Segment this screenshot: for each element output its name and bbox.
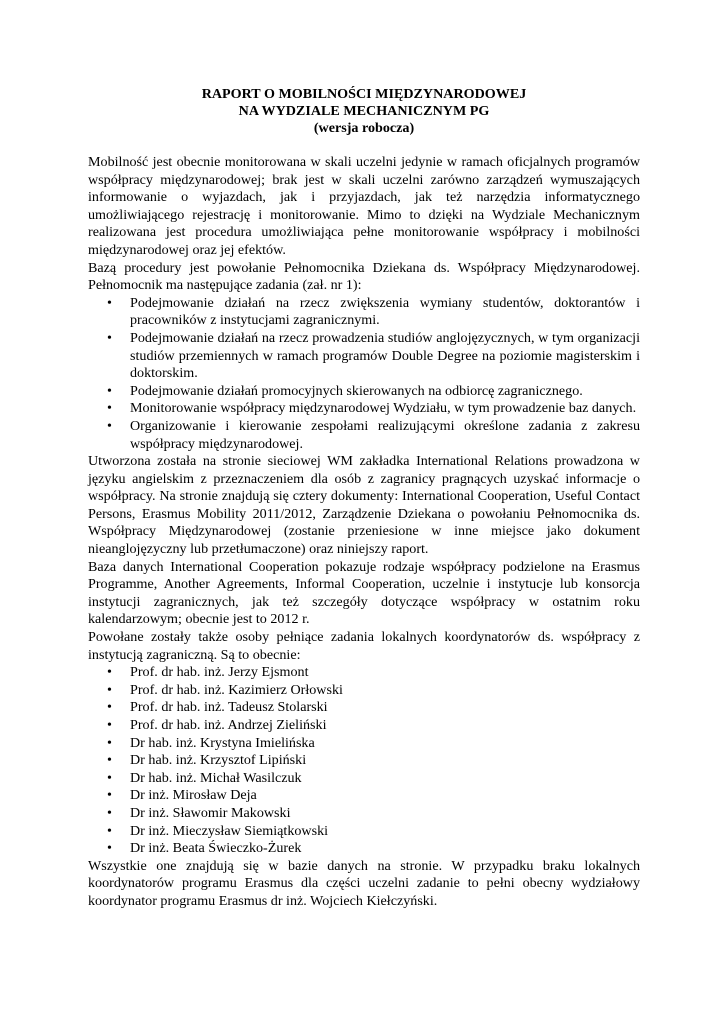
list-item: • Podejmowanie działań na rzecz zwiększenia wymiany studentów, doktorantów i pracowników z instytucjami zagranicznymi.: [88, 295, 640, 330]
title-line-2: NA WYDZIALE MECHANICZNYM PG: [238, 103, 490, 119]
paragraph-coordinators-intro: Powołane zostały także osoby pełniące zadania lokalnych koordynatorów ds. współpracy z instytucją zagraniczną. Są to obecnie:: [88, 629, 640, 663]
list-item: • Dr inż. Mieczysław Siemiątkowski: [88, 823, 640, 841]
list-item: • Dr hab. inż. Michał Wasilczuk: [88, 770, 640, 788]
list-item: • Dr inż. Sławomir Makowski: [88, 805, 640, 823]
title-line-1: RAPORT O MOBILNOŚCI MIĘDZYNARODOWEJ: [201, 86, 527, 102]
paragraph-monitoring: Mobilność jest obecnie monitorowana w skali uczelni jedynie w ramach oficjalnych programów współpracy międzynarodowej; brak jest w skali uczelni zarówno zarządzeń wymuszających informowanie o wyjazdach, jak i przyjazdach, jak też narzędzia informatycznego umożliwiającego rejestrację i monitorowanie. Mimo to dzięki na Wydziale Mechanicznym realizowana jest procedura umożliwiająca pełne monitorowanie współpracy i mobilności międzynarodowej oraz jej efektów.: [88, 154, 640, 258]
list-item: • Prof. dr hab. inż. Kazimierz Orłowski: [88, 682, 640, 700]
list-item: • Dr inż. Beata Świeczko-Żurek: [88, 840, 640, 858]
list-item: • Monitorowanie współpracy międzynarodowej Wydziału, w tym prowadzenie baz danych.: [88, 400, 640, 418]
list-item: • Dr hab. inż. Krzysztof Lipiński: [88, 752, 640, 770]
list-item: • Dr hab. inż. Krystyna Imielińska: [88, 735, 640, 753]
paragraph-closing: Wszystkie one znajdują się w bazie danych na stronie. W przypadku braku lokalnych koordynatorów programu Erasmus dla części uczelni zadanie to pełni obecny wydziałowy koordynator programu Erasmus dr inż. Wojciech Kiełczyński.: [88, 857, 640, 909]
paragraph-website: Utworzona została na stronie sieciowej WM zakładka International Relations prowadzona w języku angielskim z przeznaczeniem dla osób z zagranicy pragnących uzyskać informacje o współpracy. Na stronie znajdują się cztery dokumenty: International Cooperation, Useful Contact Persons, Erasmus Mobility 2011/2012, Zarządzenie Dziekana o powołaniu Pełnomocnika ds. Współpracy Międzynarodowej (zostanie przeniesione w inne miejsce jako dokument nieanglojęzyczny lub przetłumaczone) oraz niniejszy raport.: [88, 453, 640, 558]
list-item: • Prof. dr hab. inż. Jerzy Ejsmont: [88, 664, 640, 682]
list-item: • Organizowanie i kierowanie zespołami realizującymi określone zadania z zakresu współpracy międzynarodowej.: [88, 418, 640, 453]
list-item: • Podejmowanie działań promocyjnych skierowanych na odbiorcę zagranicznego.: [88, 383, 640, 401]
list-item: • Dr inż. Mirosław Deja: [88, 787, 640, 805]
list-item: • Podejmowanie działań na rzecz prowadzenia studiów anglojęzycznych, w tym organizacji studiów przemiennych w ramach programów Double Degree na poziomie magisterskim i doktorskim.: [88, 330, 640, 383]
list-item: • Prof. dr hab. inż. Tadeusz Stolarski: [88, 699, 640, 717]
document-title: [88, 86, 640, 137]
list-item: • Prof. dr hab. inż. Andrzej Zieliński: [88, 717, 640, 735]
paragraph-database: Baza danych International Cooperation pokazuje rodzaje współpracy podzielone na Erasmus Programme, Another Agreements, Informal Cooperation, uczelnie i instytucje lub konsorcja instytucji zagranicznych, jak też szczegóły dotyczące współpracy w ostatnim roku kalendarzowym; obecnie jest to 2012 r.: [88, 558, 640, 628]
paragraph-procedure: Bazą procedury jest powołanie Pełnomocnika Dziekana ds. Współpracy Międzynarodowej. Pełnomocnik ma następujące zadania (zał. nr 1):: [88, 259, 640, 294]
document-page: [88, 86, 640, 911]
coordinator-list: [88, 664, 640, 858]
task-list: [88, 295, 640, 453]
title-line-3: (wersja robocza): [313, 120, 415, 136]
